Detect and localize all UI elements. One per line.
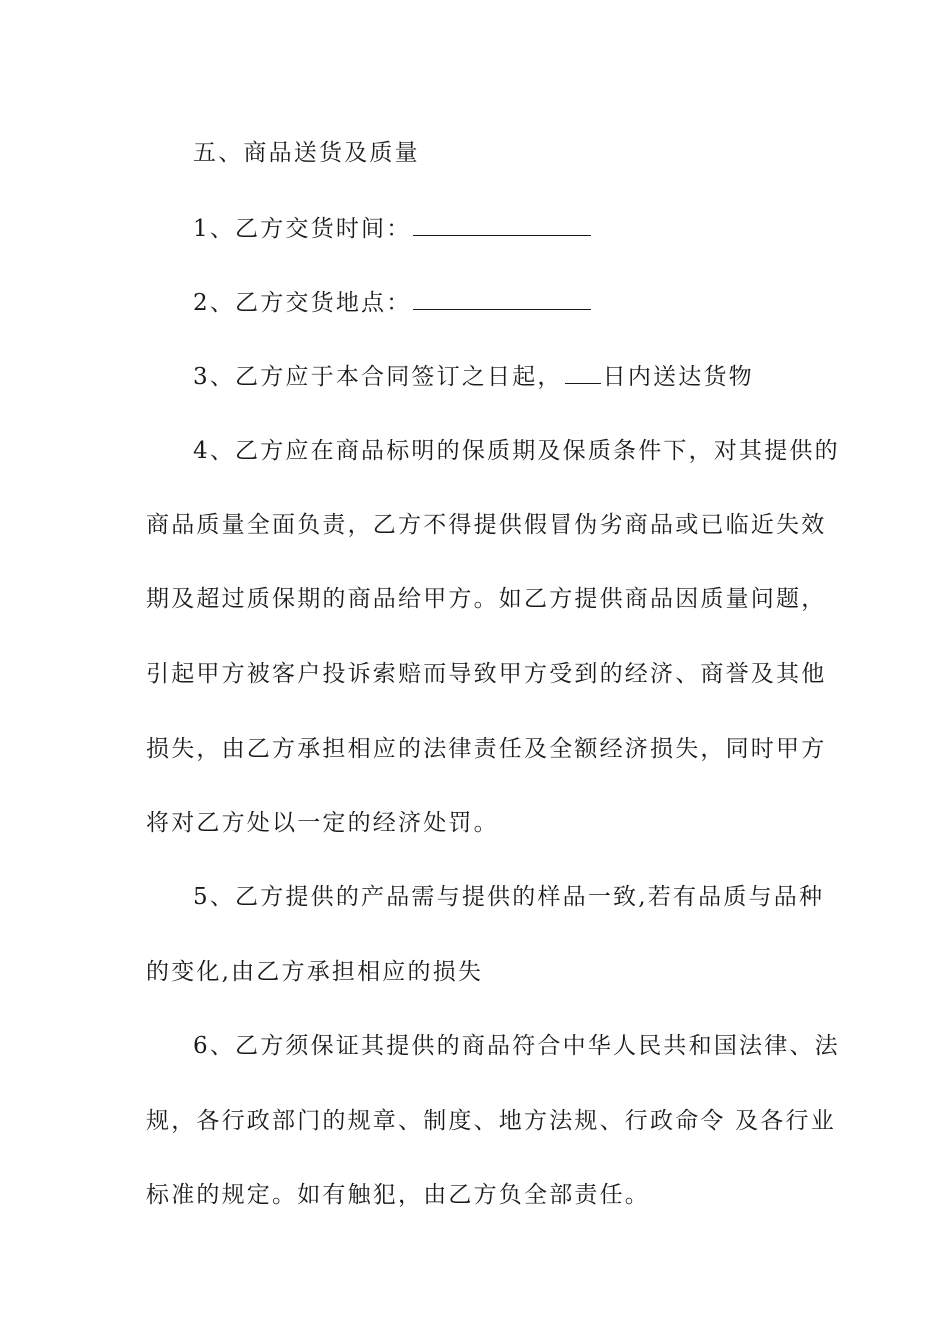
compliance-paragraph-line: 标准的规定。如有触犯，由乙方负全部责任。: [146, 1182, 650, 1208]
sample-paragraph-line: 5、乙方提供的产品需与提供的样品一致,若有品质与品种: [193, 884, 825, 910]
quality-paragraph-line: 损失，由乙方承担相应的法律责任及全额经济损失，同时甲方: [146, 736, 827, 762]
quality-paragraph-line: 商品质量全面负责，乙方不得提供假冒伪劣商品或已临近失效: [146, 512, 827, 538]
delivery-days-blank: [565, 361, 601, 384]
quality-paragraph-line: 期及超过质保期的商品给甲方。如乙方提供商品因质量问题，: [146, 586, 827, 612]
delivery-days-item: [193, 361, 810, 392]
quality-paragraph-line: 4、乙方应在商品标明的保质期及保质条件下，对其提供的: [193, 438, 840, 464]
section-title: 五、商品送货及质量: [193, 140, 420, 166]
compliance-paragraph-line: 6、乙方须保证其提供的商品符合中华人民共和国法律、法: [193, 1033, 840, 1059]
delivery-time-blank: [413, 213, 591, 236]
delivery-days-suffix: 日内送达货物: [602, 364, 754, 390]
delivery-days-prefix: 3、乙方应于本合同签订之日起，: [193, 364, 563, 390]
quality-paragraph-line: 引起甲方被客户投诉索赔而导致甲方受到的经济、商誉及其他: [146, 661, 827, 687]
compliance-paragraph-line: 规，各行政部门的规章、制度、地方法规、行政命令 及各行业: [146, 1108, 836, 1134]
sample-paragraph-line: 的变化,由乙方承担相应的损失: [146, 959, 484, 985]
delivery-place-label: 2、乙方交货地点：: [193, 290, 412, 316]
delivery-place-blank: [413, 287, 591, 310]
delivery-place-item: [193, 287, 810, 318]
delivery-time-item: [193, 213, 810, 244]
quality-paragraph-line: 将对乙方处以一定的经济处罚。: [146, 810, 499, 836]
delivery-time-label: 1、乙方交货时间：: [193, 216, 412, 242]
